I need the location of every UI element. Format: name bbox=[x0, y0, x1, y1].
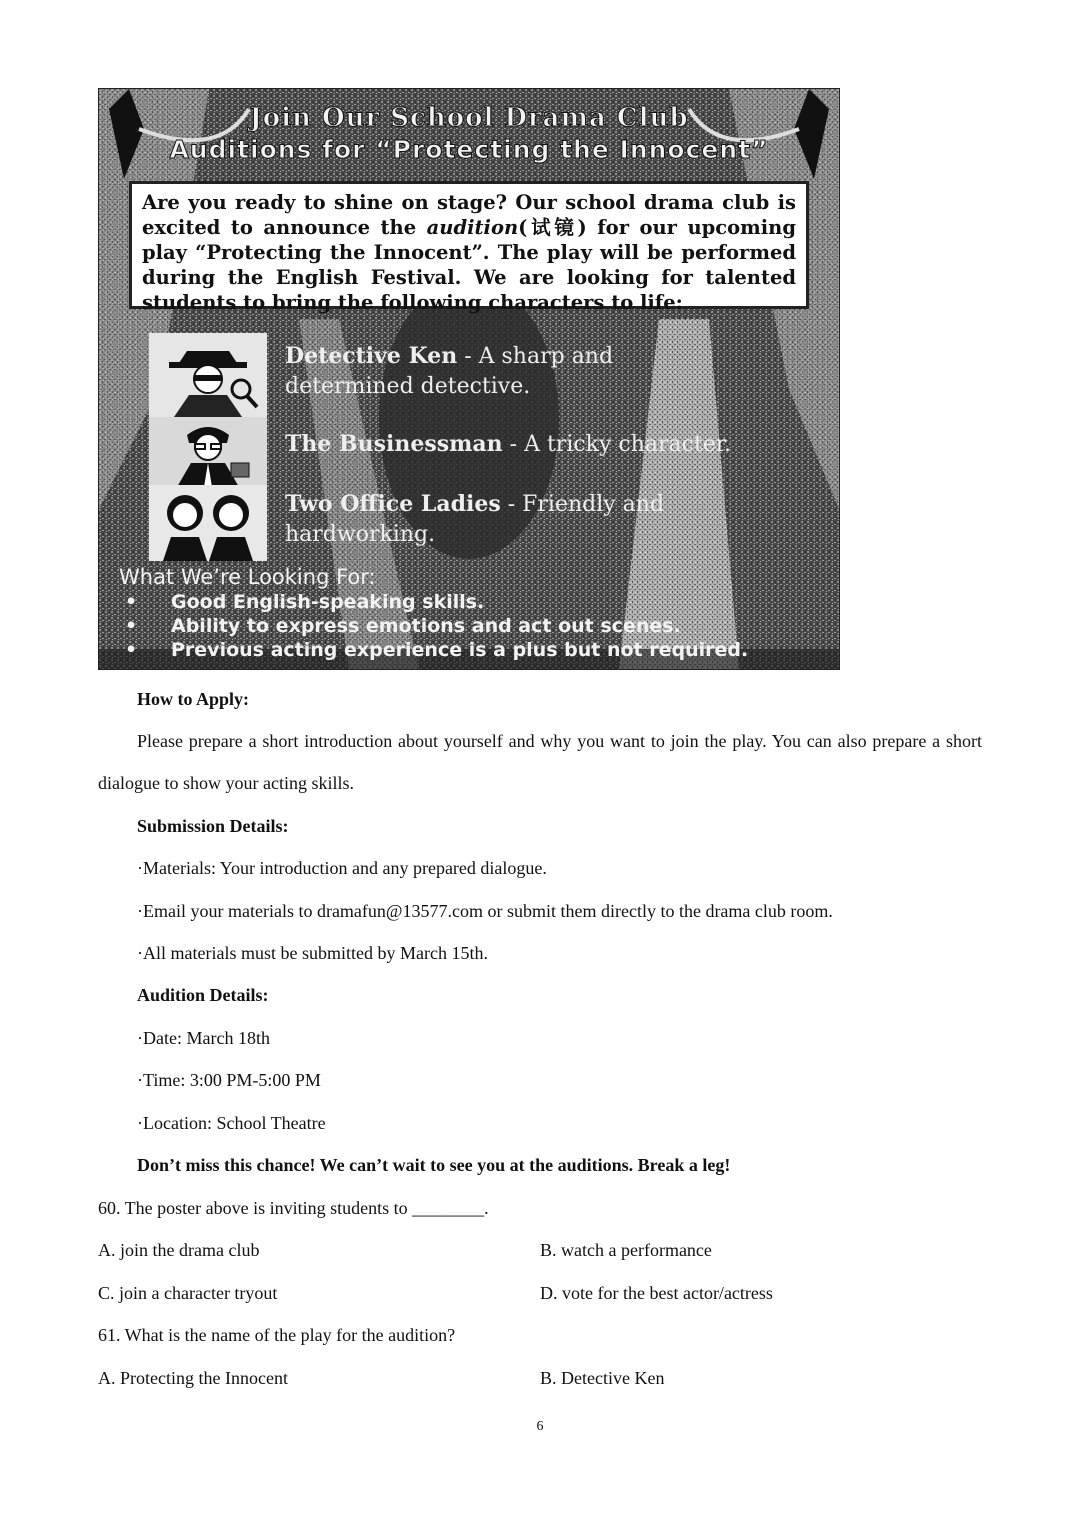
requirement-item bbox=[125, 591, 484, 613]
page-number: 6 bbox=[536, 1419, 544, 1434]
businessman-icon bbox=[149, 417, 267, 487]
intro-text-start: Are you ready to shine on stage? Our school drama club is excited to announce the bbox=[142, 191, 796, 239]
question-60-option-b: B. watch a performance bbox=[540, 1240, 712, 1260]
character-office-ladies bbox=[285, 489, 745, 550]
bullet: • bbox=[125, 591, 138, 613]
poster-title: Join Our School Drama Club bbox=[249, 103, 689, 133]
audition-item: ·Location: School Theatre bbox=[137, 1113, 326, 1133]
character-name: The Businessman bbox=[285, 431, 503, 457]
detective-icon bbox=[149, 333, 267, 417]
closing-line: Don’t miss this chance! We can’t wait to see you at the auditions. Break a leg! bbox=[137, 1155, 731, 1175]
requirement-text: Good English-speaking skills. bbox=[171, 591, 485, 613]
question-60-stem: 60. The poster above is inviting students to ________. bbox=[98, 1198, 489, 1218]
requirement-text: Ability to express emotions and act out scenes. bbox=[171, 615, 681, 637]
submission-item: ·Email your materials to dramafun@13577.com or submit them directly to the drama club room. bbox=[137, 901, 833, 921]
character-name: Two Office Ladies bbox=[285, 491, 501, 517]
intro-audition-gloss: (试镜) bbox=[518, 216, 587, 239]
drama-club-poster bbox=[98, 88, 840, 670]
question-60-option-a: A. join the drama club bbox=[98, 1240, 260, 1260]
poster-intro-box bbox=[129, 181, 809, 314]
bullet: • bbox=[125, 615, 138, 637]
requirement-item bbox=[125, 639, 748, 661]
character-businessman bbox=[285, 429, 805, 460]
character-description: - A tricky character. bbox=[502, 432, 731, 457]
question-61-option-b: B. Detective Ken bbox=[540, 1368, 665, 1388]
character-description: - A sharp and determined detective. bbox=[285, 344, 614, 399]
office-ladies-icon bbox=[149, 485, 267, 561]
character-detective-ken bbox=[285, 341, 705, 402]
how-to-apply-text: Please prepare a short introduction about yourself and why you want to join the play. You can also prepare a short dialogue to show your acting skills. bbox=[98, 731, 982, 793]
question-61-option-a: A. Protecting the Innocent bbox=[98, 1368, 288, 1388]
audition-heading: Audition Details: bbox=[137, 985, 269, 1005]
poster-subtitle: Auditions for “Protecting the Innocent” bbox=[169, 135, 769, 164]
intro-audition-word: audition bbox=[426, 216, 519, 239]
submission-item: ·Materials: Your introduction and any prepared dialogue. bbox=[137, 858, 547, 878]
submission-item: ·All materials must be submitted by March 15th. bbox=[137, 943, 488, 963]
requirement-item bbox=[125, 615, 681, 637]
looking-for-heading: What We’re Looking For: bbox=[119, 565, 376, 589]
submission-heading: Submission Details: bbox=[137, 816, 289, 836]
how-to-apply-heading: How to Apply: bbox=[137, 689, 250, 709]
audition-item: ·Time: 3:00 PM-5:00 PM bbox=[137, 1070, 321, 1090]
intro-text-end: for our upcoming play “Protecting the Innocent”. The play will be performed during the English Festival. We are looking for talented students to bring the following characters to life: bbox=[142, 216, 796, 314]
bullet: • bbox=[125, 639, 138, 661]
requirement-text: Previous acting experience is a plus but not required. bbox=[171, 639, 749, 661]
question-60-option-d: D. vote for the best actor/actress bbox=[540, 1283, 773, 1303]
question-61-stem: 61. What is the name of the play for the audition? bbox=[98, 1325, 456, 1345]
audition-item: ·Date: March 18th bbox=[137, 1028, 270, 1048]
character-name: Detective Ken bbox=[285, 343, 458, 369]
character-description: - Friendly and hardworking. bbox=[285, 492, 665, 547]
question-60-option-c: C. join a character tryout bbox=[98, 1283, 278, 1303]
